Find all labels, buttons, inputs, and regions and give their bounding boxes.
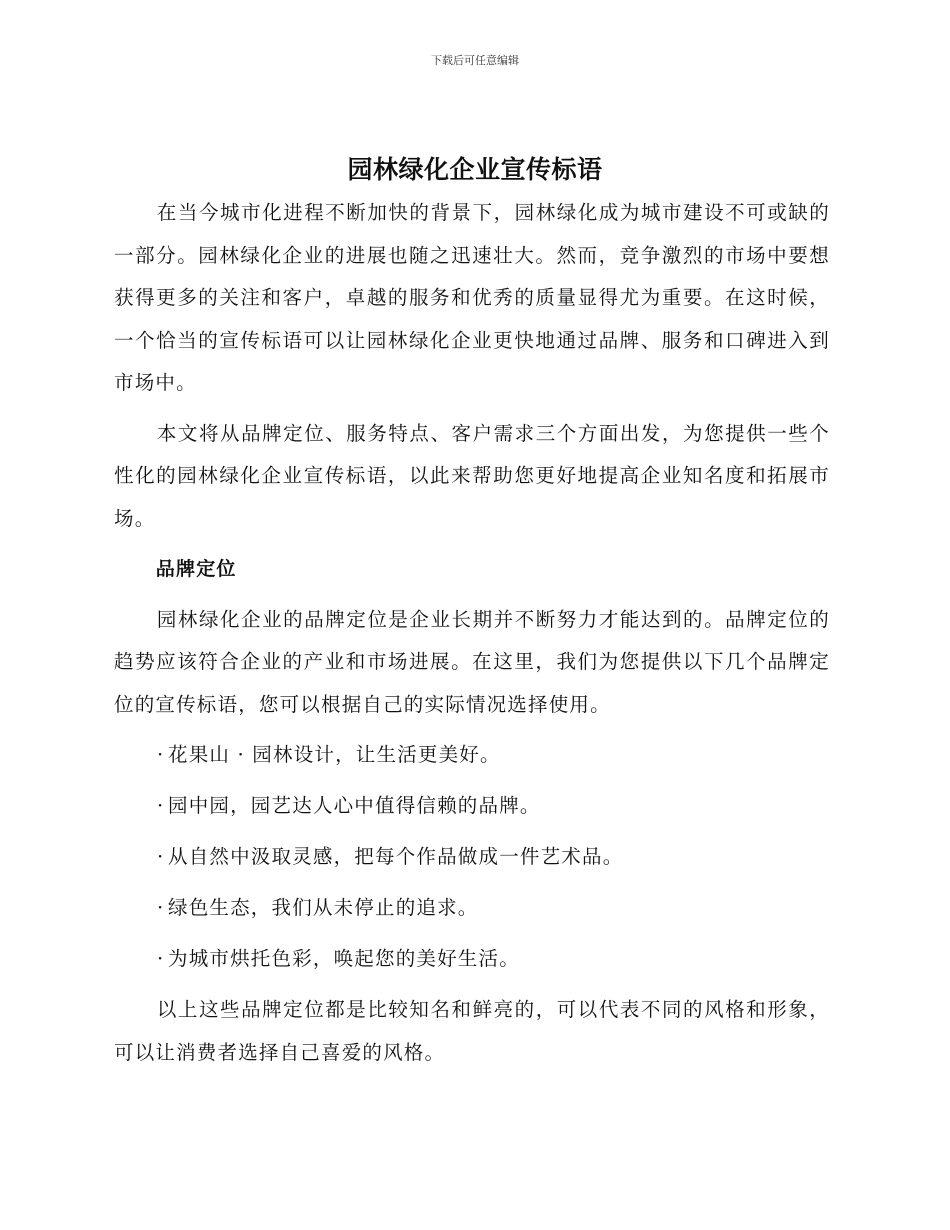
slogan-text: 绿色生态，我们从未停止的追求。 bbox=[168, 896, 479, 919]
list-item bbox=[114, 938, 830, 981]
bullet-dot-icon: · bbox=[157, 794, 165, 817]
brand-positioning-paragraph: 园林绿化企业的品牌定位是企业长期并不断努力才能达到的。品牌定位的趋势应该符合企业的产业和市场进展。在这里，我们为您提供以下几个品牌定位的宣传标语，您可以根据自己的实际情况选择使用。 bbox=[114, 607, 830, 716]
bullet-dot-icon: · bbox=[157, 845, 165, 868]
slogan-text: 园中园，园艺达人心中值得信赖的品牌。 bbox=[168, 794, 541, 817]
intro-paragraph-2: 本文将从品牌定位、服务特点、客户需求三个方面出发，为您提供一些个性化的园林绿化企业宣传标语，以此来帮助您更好地提高企业知名度和拓展市场。 bbox=[114, 421, 830, 530]
slogan-text: 从自然中汲取灵感，把每个作品做成一件艺术品。 bbox=[168, 845, 624, 868]
bullet-dot-icon: · bbox=[157, 896, 165, 919]
slogan-text: 花果山 · 园林设计，让生活更美好。 bbox=[168, 743, 501, 766]
slogan-list bbox=[114, 734, 830, 981]
list-item bbox=[114, 734, 830, 777]
list-item bbox=[114, 836, 830, 879]
list-item bbox=[114, 887, 830, 930]
document-title: 园林绿化企业宣传标语 bbox=[347, 155, 603, 184]
section-heading-brand-positioning: 品牌定位 bbox=[155, 558, 237, 580]
brand-positioning-closing-paragraph: 以上这些品牌定位都是比较知名和鲜亮的，可以代表不同的风格和形象，可以让消费者选择自己喜爱的风格。 bbox=[114, 998, 830, 1064]
bullet-dot-icon: · bbox=[157, 743, 165, 766]
document-body bbox=[114, 192, 830, 1082]
intro-paragraph-1: 在当今城市化进程不断加快的背景下，园林绿化成为城市建设不可或缺的一部分。园林绿化企业的进展也随之迅速壮大。然而，竞争激烈的市场中要想获得更多的关注和客户，卓越的服务和优秀的质量显得尤为重要。在这时候，一个恰当的宣传标语可以让园林绿化企业更快地通过品牌、服务和口碑进入到市场中。 bbox=[114, 201, 830, 394]
page-header-note: 下载后可任意编辑 bbox=[431, 54, 519, 67]
slogan-text: 为城市烘托色彩，唤起您的美好生活。 bbox=[168, 947, 520, 970]
bullet-dot-icon: · bbox=[157, 947, 165, 970]
list-item bbox=[114, 785, 830, 828]
